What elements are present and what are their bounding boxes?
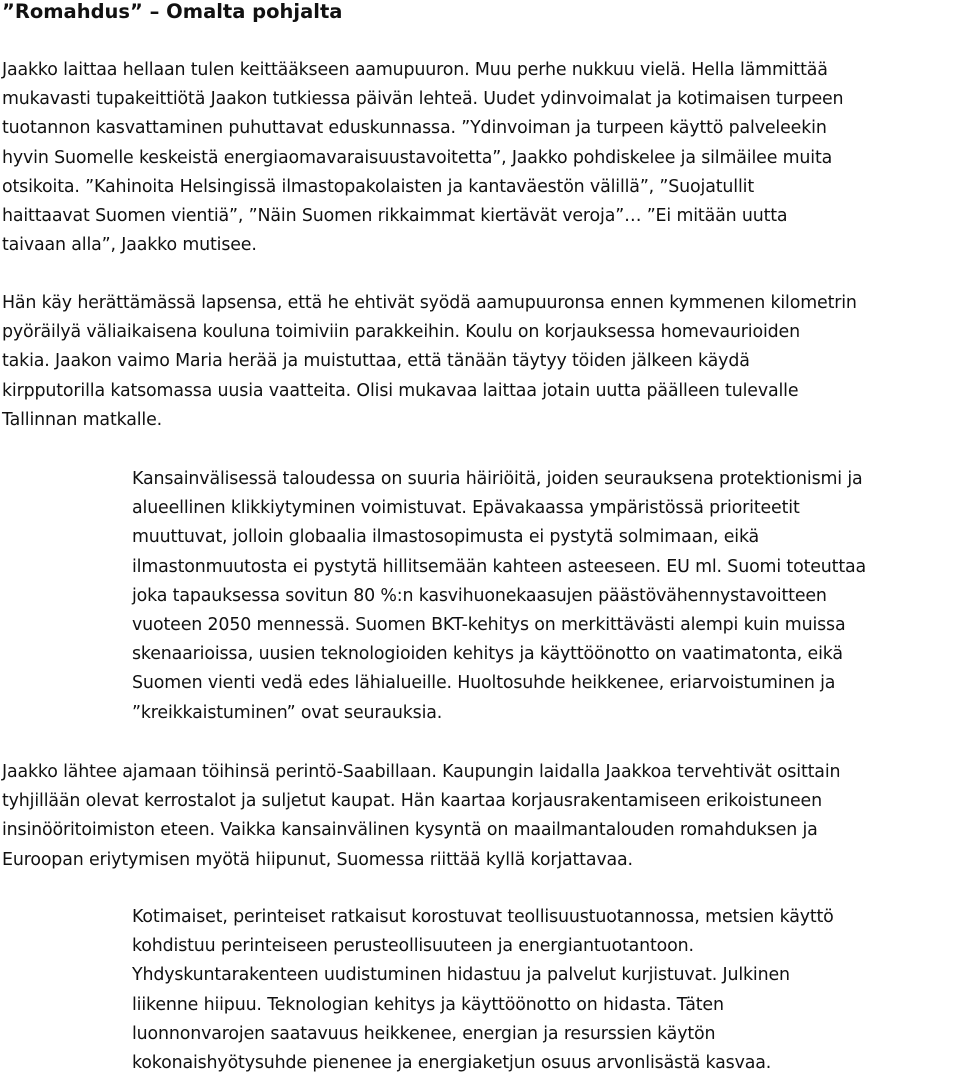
paragraph-commute-to-work: Jaakko lähtee ajamaan töihinsä perintö-Saabillaan. Kaupungin laidalla Jaakkoa tervehtivät osittain tyhjillään olevat kerrostalot ja suljetut kaupat. Hän kaartaa korjausrakentamiseen erikoistuneen insinööritoimiston eteen. Vaikka kansainvälinen kysyntä on maailmantalouden romahduksen ja Euroopan eriytymisen myötä hiipunut, Suomessa riittää kyllä korjattavaa. bbox=[2, 762, 841, 870]
paragraph-morning-newspaper: Jaakko laittaa hellaan tulen keittääkseen aamupuuron. Muu perhe nukkuu vielä. Hella lämmittää mukavasti tupakeittiötä Jaakon tutkiessa päivän lehteä. Uudet ydinvoimalat ja kotimaisen turpeen tuotannon kasvattaminen puhuttavat eduskunnassa. ”Ydinvoiman ja turpeen käyttö palveleekin hyvin Suomelle keskeistä energiaomavaraisuustavoitetta”, Jaakko pohdiskelee ja silmäilee muita otsikoita. ”Kahinoita Helsingissä ilmastopakolaisten ja kantaväestön välillä”, ”Suojatullit haittaavat Suomen vientiä”, ”Näin Suomen rikkaimmat kiertävät veroja”… ”Ei mitään uutta taivaan alla”, Jaakko mutisee. bbox=[2, 60, 844, 256]
scenario-box-international-economy: Kansainvälisessä taloudessa on suuria häiriöitä, joiden seurauksena protektionismi ja alueellinen klikkiytyminen voimistuvat. Epävakaassa ympäristössä prioriteetit muuttuvat, jolloin globaalia ilmastosopimusta ei pystytä solmimaan, eikä ilmastonmuutosta ei pystytä hillitsemään kahteen asteeseen. EU ml. Suomi toteuttaa joka tapauksessa sovitun 80 %:n kasvihuonekaasujen päästövähennystavoitteen vuoteen 2050 mennessä. Suomen BKT-kehitys on merkittävästi alempi kuin muissa skenaarioissa, uusien teknologioiden kehitys ja käyttöönotto on vaatimatonta, eikä Suomen vienti vedä edes lähialueille. Huoltosuhde heikkenee, eriarvoistuminen ja ”kreikkaistuminen” ovat seurauksia. bbox=[132, 469, 867, 723]
paragraph-family-morning: Hän käy herättämässä lapsensa, että he ehtivät syödä aamupuuronsa ennen kymmenen kilometrin pyöräilyä väliaikaisena kouluna toimiviin parakkeihin. Koulu on korjauksessa homevaurioiden takia. Jaakon vaimo Maria herää ja muistuttaa, että tänään täytyy töiden jälkeen käydä kirpputorilla katsomassa uusia vaatteita. Olisi mukavaa laittaa jotain uutta päälleen tulevalle Tallinnan matkalle. bbox=[2, 293, 857, 430]
document-title: ”Romahdus” – Omalta pohjalta bbox=[2, 0, 343, 23]
scenario-box-domestic-solutions: Kotimaiset, perinteiset ratkaisut korostuvat teollisuustuotannossa, metsien käyttö kohdistuu perinteiseen perusteollisuuteen ja energiantuotantoon. Yhdyskuntarakenteen uudistuminen hidastuu ja palvelut kurjistuvat. Julkinen liikenne hiipuu. Teknologian kehitys ja käyttöönotto on hidasta. Täten luonnonvarojen saatavuus heikkenee, energian ja resurssien käytön kokonaishyötysuhde pienenee ja energiaketjun osuus arvonlisästä kasvaa. bbox=[132, 907, 834, 1074]
